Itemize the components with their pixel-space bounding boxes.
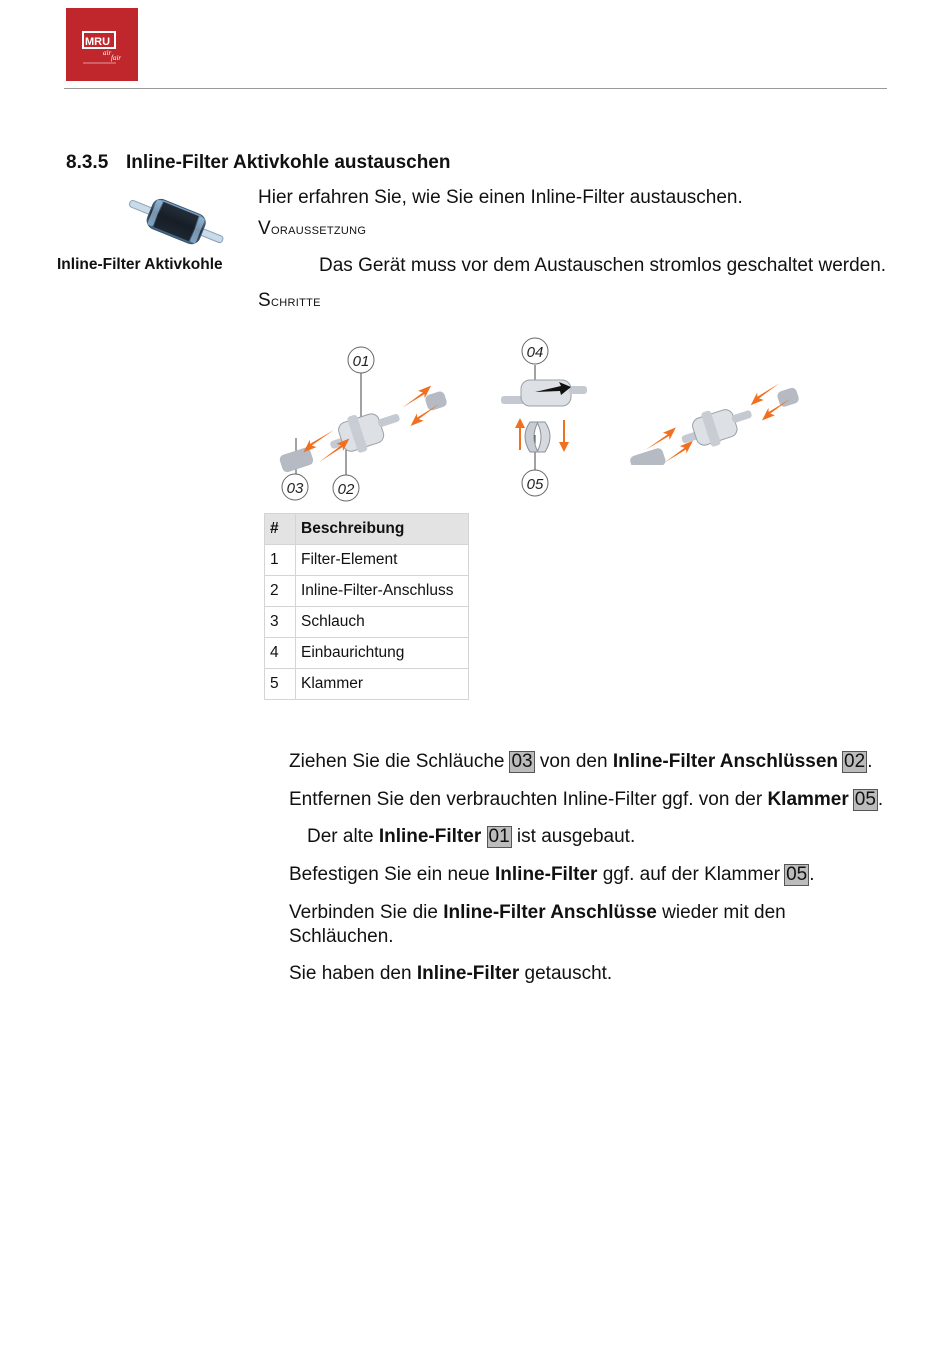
row-number: 4 — [265, 638, 296, 669]
ref-badge: 05 — [786, 864, 808, 885]
ref-badge: 02 — [844, 751, 866, 772]
row-description: Inline-Filter-Anschluss — [296, 576, 469, 607]
step-4: Verbinden Sie die Inline-Filter Anschlüsse wieder mit den Schläuchen. — [289, 902, 786, 947]
inline-filter-image — [124, 192, 228, 257]
table-row — [265, 576, 469, 607]
ref-badge: 03 — [511, 751, 533, 772]
section-number: 8.3.5 — [66, 152, 109, 173]
svg-text:MRU: MRU — [85, 36, 111, 48]
callout-01: 01 — [352, 353, 370, 370]
ref-badge: 01 — [488, 826, 510, 847]
svg-text:air: air — [103, 49, 112, 57]
parts-table — [264, 513, 469, 700]
prerequisite-text: Das Gerät muss vor dem Austauschen stromlos geschaltet werden. — [319, 255, 887, 276]
figure-panel-removal — [270, 330, 460, 515]
callout-02: 02 — [337, 481, 355, 498]
step-3: Befestigen Sie ein neue Inline-Filter ggf. auf der Klammer 05 . — [289, 864, 815, 885]
svg-text:fair: fair — [111, 54, 122, 62]
prerequisite-heading: Voraussetzung — [258, 218, 367, 239]
table-row — [265, 607, 469, 638]
column-header-number: # — [265, 514, 296, 545]
row-description: Einbaurichtung — [296, 638, 469, 669]
ref-badge: 05 — [854, 789, 876, 810]
column-header-description: Beschreibung — [296, 514, 469, 545]
row-description: Schlauch — [296, 607, 469, 638]
result-text: Sie haben den Inline-Filter getauscht. — [289, 963, 613, 984]
row-number: 5 — [265, 669, 296, 700]
row-description: Klammer — [296, 669, 469, 700]
table-header-row — [265, 514, 469, 545]
figure-panel-install — [620, 380, 805, 470]
row-number: 1 — [265, 545, 296, 576]
section-title: Inline-Filter Aktivkohle austauschen — [126, 152, 451, 173]
step-2: Entfernen Sie den verbrauchten Inline-Filter ggf. von der Klammer 05 . — [289, 789, 884, 810]
table-row — [265, 669, 469, 700]
step-1: Ziehen Sie die Schläuche 03 von den Inline-Filter Anschlüssen 02 . — [289, 751, 873, 772]
figure-panel-clamp — [495, 330, 605, 510]
intro-text: Hier erfahren Sie, wie Sie einen Inline-Filter austauschen. — [258, 187, 743, 208]
row-number: 2 — [265, 576, 296, 607]
step-2-result: Der alte Inline-Filter 01 ist ausgebaut. — [307, 826, 636, 847]
row-number: 3 — [265, 607, 296, 638]
header-divider — [64, 88, 887, 89]
steps-heading: Schritte — [258, 290, 321, 311]
table-row — [265, 545, 469, 576]
filter-caption: Inline-Filter Aktivkohle — [57, 256, 223, 273]
table-row — [265, 638, 469, 669]
callout-03: 03 — [286, 480, 304, 497]
callout-05: 05 — [526, 476, 544, 493]
section-heading — [66, 152, 450, 174]
company-logo — [66, 8, 138, 81]
callout-04: 04 — [526, 344, 544, 361]
row-description: Filter-Element — [296, 545, 469, 576]
